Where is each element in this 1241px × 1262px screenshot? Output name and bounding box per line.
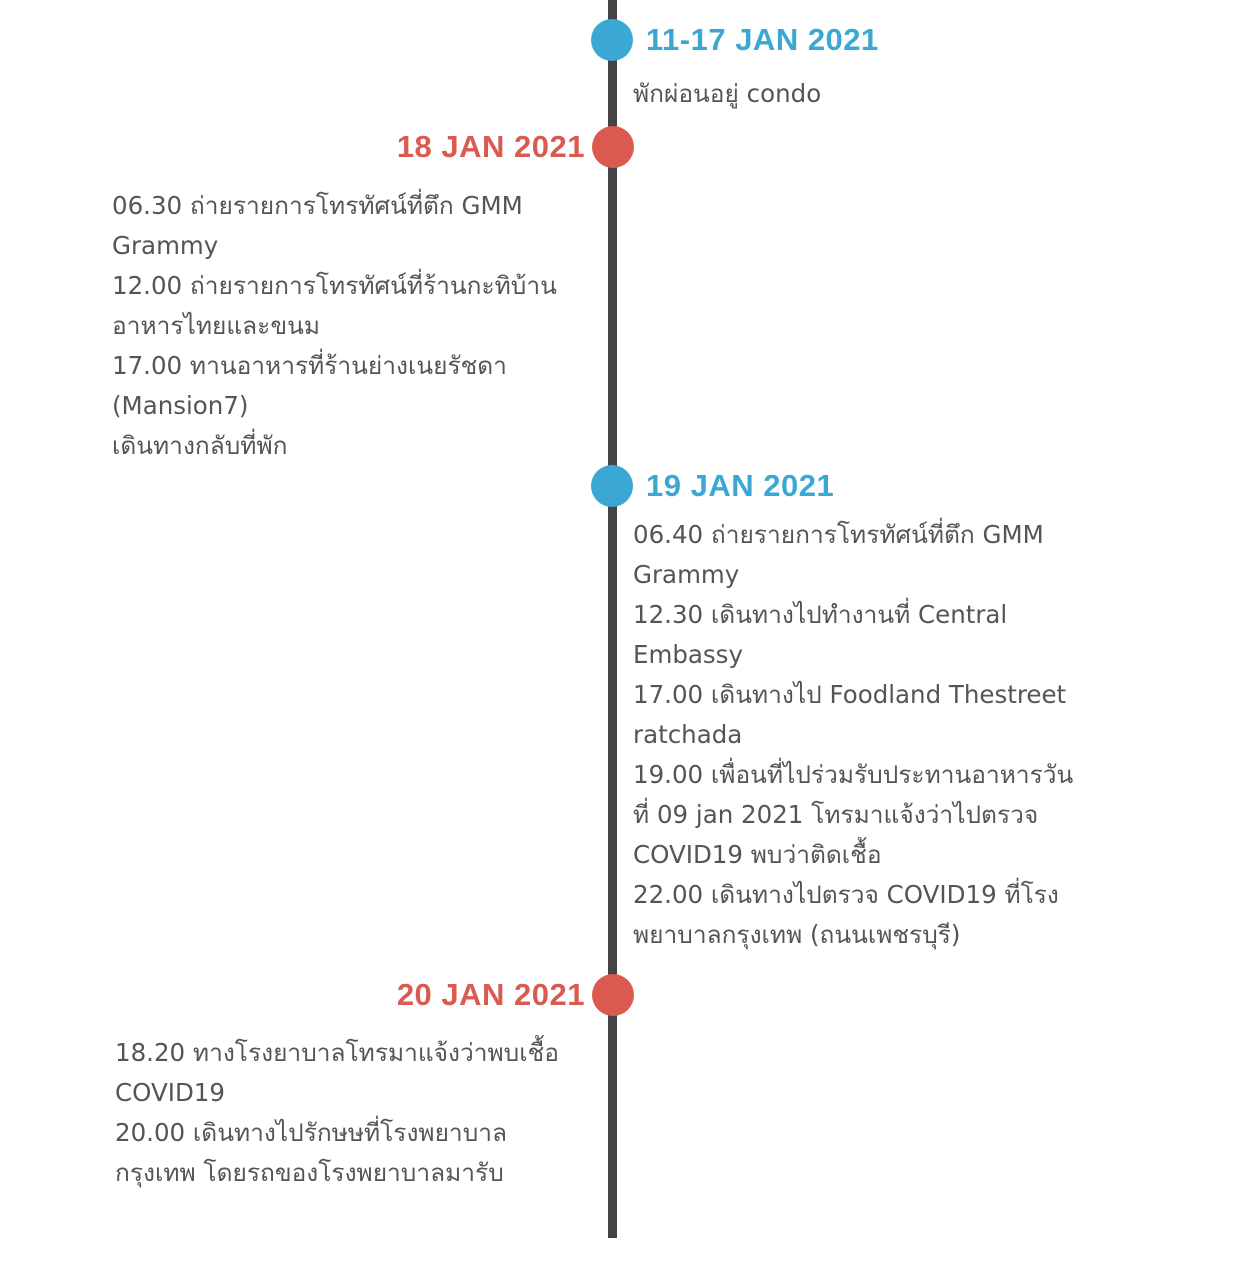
top-cropped-text [118,0,408,2]
event-line: 17.00 ทานอาหารที่ร้านย่างเนยรัชดา [112,351,507,380]
event-line: ratchada [633,720,743,749]
event-date: 18 JAN 2021 [396,129,585,164]
event-line: พยาบาลกรุงเทพ (ถนนเพชรบุรี) [633,920,961,949]
event-line: 22.00 เดินทางไปตรวจ COVID19 ที่โรง [633,880,1059,909]
event-line: COVID19 พบว่าติดเชื้อ [633,840,882,869]
event-date: 20 JAN 2021 [396,977,585,1012]
event-line: ที่ 09 jan 2021 โทรมาแจ้งว่าไปตรวจ [633,800,1039,829]
timeline-dot-blue [591,465,633,507]
event-description [112,186,557,466]
timeline-dot-red [592,974,634,1016]
timeline-dot-red [592,126,634,168]
event-line: Embassy [633,640,743,669]
event-line: Grammy [633,560,740,589]
event-line: 06.30 ถ่ายรายการโทรทัศน์ที่ตึก GMM [112,191,523,220]
event-line: 20.00 เดินทางไปรักษษที่โรงพยาบาล [115,1118,508,1147]
event-line: COVID19 [115,1078,225,1107]
event-description [633,515,1073,955]
event-line: อาหารไทยและขนม [112,311,320,340]
event-line: 12.30 เดินทางไปทำงานที่ Central [633,600,1008,629]
timeline-line [608,0,617,1238]
event-line: 17.00 เดินทางไป Foodland Thestreet [633,680,1067,709]
event-date: 11-17 JAN 2021 [646,22,879,57]
event-line: เดินทางกลับที่พัก [112,431,288,460]
event-description [115,1033,559,1193]
event-line: 18.20 ทางโรงยาบาลโทรมาแจ้งว่าพบเชื้อ [115,1038,559,1067]
event-line: 19.00 เพื่อนที่ไปร่วมรับประทานอาหารวัน [633,760,1074,789]
event-line: กรุงเทพ โดยรถของโรงพยาบาลมารับ [115,1158,504,1187]
event-line: (Mansion7) [112,391,249,420]
event-line: Grammy [112,231,219,260]
event-date: 19 JAN 2021 [646,468,835,503]
event-line: 06.40 ถ่ายรายการโทรทัศน์ที่ตึก GMM [633,520,1044,549]
event-line: 12.00 ถ่ายรายการโทรทัศน์ที่ร้านกะทิบ้าน [112,271,557,300]
event-line: พักผ่อนอยู่ condo [633,79,822,108]
event-description [633,74,821,114]
timeline-dot-blue [591,19,633,61]
